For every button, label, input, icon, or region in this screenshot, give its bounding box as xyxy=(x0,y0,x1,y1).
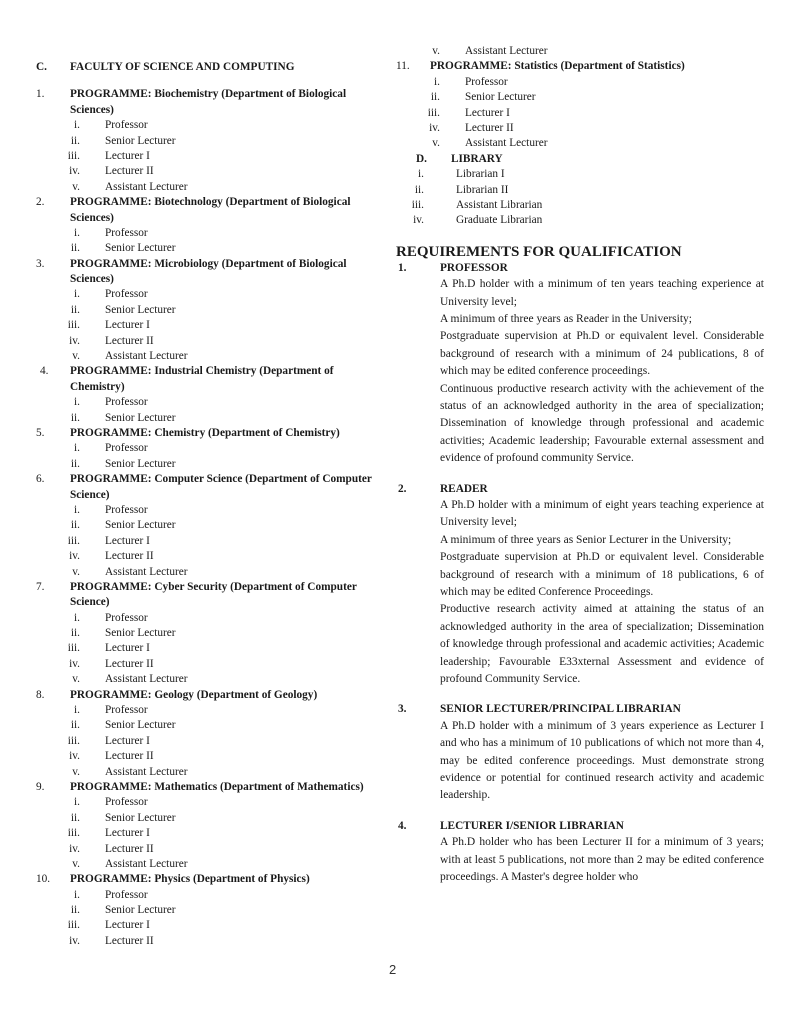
requirement-paragraph: A minimum of three years as Reader in the University; xyxy=(440,312,692,325)
programme-title-continued xyxy=(36,595,386,610)
programme-heading xyxy=(396,59,764,74)
rank-label: Professor xyxy=(105,288,148,301)
rank-item xyxy=(396,90,764,105)
rank-numeral: i. xyxy=(74,796,80,809)
rank-item xyxy=(36,164,386,179)
programme-heading xyxy=(36,195,386,210)
requirement-paragraph: Continuous productive research activity with the achievement of the status of an acknowledged authority in the area of specialization; Dissemination of knowledge through professional and academic activities; Academic leadership; Favourable external assessment and evidence of profound community Service. xyxy=(440,382,764,465)
rank-item xyxy=(36,749,386,764)
rank-label: Professor xyxy=(465,75,508,88)
requirement-paragraph: Postgraduate supervision at Ph.D or equivalent level. Considerable background of research with a minimum of 18 publications, 6 of which may be edited Conference Proceedings. xyxy=(440,551,764,598)
requirements-title: REQUIREMENTS FOR QUALIFICATION xyxy=(396,243,682,260)
rank-numeral: iii. xyxy=(411,198,424,211)
rank-label: Professor xyxy=(105,611,148,624)
rank-item xyxy=(36,826,386,841)
section-c-heading xyxy=(36,60,386,75)
rank-numeral: iv. xyxy=(413,214,424,227)
rank-numeral: i. xyxy=(74,888,80,901)
programme-title-line2: Sciences) xyxy=(70,211,114,224)
rank-label: Professor xyxy=(105,226,148,239)
rank-item xyxy=(36,241,386,256)
programme-number: 7. xyxy=(36,580,45,593)
rank-numeral: v. xyxy=(72,673,80,686)
requirement-heading: SENIOR LECTURER/PRINCIPAL LIBRARIAN xyxy=(440,703,681,716)
programme-number: 6. xyxy=(36,473,45,486)
rank-label: Librarian II xyxy=(456,183,509,196)
requirement-number: 1. xyxy=(398,261,407,274)
rank-numeral: ii. xyxy=(70,411,80,424)
rank-item xyxy=(36,334,386,349)
rank-label: Assistant Lecturer xyxy=(105,180,188,193)
rank-item xyxy=(36,718,386,733)
rank-label: Senior Lecturer xyxy=(105,457,176,470)
programme-heading xyxy=(36,872,386,887)
rank-label: Senior Lecturer xyxy=(105,904,176,917)
requirement-heading: PROFESSOR xyxy=(440,261,508,274)
requirement-item xyxy=(396,261,764,468)
rank-item xyxy=(396,44,764,59)
rank-label: Assistant Lecturer xyxy=(105,857,188,870)
rank-label: Senior Lecturer xyxy=(105,519,176,532)
rank-numeral: ii. xyxy=(70,303,80,316)
rank-numeral: v. xyxy=(432,45,440,57)
rank-item xyxy=(36,903,386,918)
programme-title: PROGRAMME: Physics (Department of Physics) xyxy=(70,873,310,886)
rank-item xyxy=(36,795,386,810)
rank-label: Lecturer II xyxy=(465,121,514,134)
requirement-number: 4. xyxy=(398,819,407,832)
rank-item xyxy=(36,565,386,580)
rank-label: Professor xyxy=(105,796,148,809)
programme-title-line2: Science) xyxy=(70,596,110,609)
requirements-list xyxy=(396,261,764,887)
rank-item xyxy=(36,672,386,687)
requirement-paragraph: A minimum of three years as Senior Lecturer in the University; xyxy=(440,533,732,546)
rank-numeral: iii. xyxy=(67,149,80,162)
rank-numeral: ii. xyxy=(414,183,424,196)
rank-label: Lecturer I xyxy=(105,734,150,747)
rank-numeral: iv. xyxy=(69,334,80,347)
rank-numeral: iii. xyxy=(427,106,440,119)
requirement-paragraph: A Ph.D holder who has been Lecturer II for a minimum of 3 years; with at least 5 publications, not more than 2 may be edited conference proceedings. A Master's degree holder who xyxy=(440,836,764,884)
rank-numeral: i. xyxy=(74,226,80,239)
rank-label: Senior Lecturer xyxy=(105,303,176,316)
rank-numeral: v. xyxy=(72,565,80,578)
programme-title-continued xyxy=(36,272,386,287)
rank-numeral: v. xyxy=(432,137,440,150)
rank-item xyxy=(36,842,386,857)
rank-label: Professor xyxy=(105,888,148,901)
programme-title-line2: Science) xyxy=(70,488,110,501)
rank-numeral: ii. xyxy=(70,719,80,732)
programme-title-continued xyxy=(36,380,386,395)
rank-numeral: iii. xyxy=(67,642,80,655)
rank-label: Senior Lecturer xyxy=(105,134,176,147)
rank-label: Lecturer I xyxy=(105,319,150,332)
programme-title-continued xyxy=(36,488,386,503)
rank-item xyxy=(36,611,386,626)
programme-number: 4. xyxy=(40,365,49,378)
rank-label: Lecturer II xyxy=(105,550,154,563)
rank-label: Assistant Lecturer xyxy=(465,45,548,57)
rank-numeral: i. xyxy=(434,75,440,88)
page-number: 2 xyxy=(389,962,397,977)
rank-label: Senior Lecturer xyxy=(105,719,176,732)
rank-numeral: i. xyxy=(418,168,424,181)
programme-title: PROGRAMME: Statistics (Department of Statistics) xyxy=(430,60,685,73)
programme-heading xyxy=(36,580,386,595)
rank-numeral: i. xyxy=(74,288,80,301)
rank-item xyxy=(396,75,764,90)
library-rank-item xyxy=(396,213,764,228)
requirement-paragraph: A Ph.D holder with a minimum of eight years teaching experience at University level; xyxy=(440,498,764,529)
requirement-item xyxy=(396,702,764,804)
rank-numeral: ii. xyxy=(70,519,80,532)
rank-label: Professor xyxy=(105,503,148,516)
rank-numeral: ii. xyxy=(70,904,80,917)
section-title: FACULTY OF SCIENCE AND COMPUTING xyxy=(70,61,295,73)
programme-title-continued xyxy=(36,211,386,226)
requirement-paragraph: A Ph.D holder with a minimum of 3 years experience as Lecturer I and who has a minimum of 10 publications of which not more than 4, may be edited conference proceedings. Must demonstrate strong evidence or potential for continued research activity and academic leadership. xyxy=(440,719,764,802)
rank-label: Graduate Librarian xyxy=(456,214,543,227)
rank-numeral: i. xyxy=(74,442,80,455)
rank-item xyxy=(36,888,386,903)
programme-list-continued xyxy=(396,44,764,152)
rank-item xyxy=(36,441,386,456)
library-rank-item xyxy=(396,198,764,213)
rank-label: Senior Lecturer xyxy=(465,91,536,104)
rank-numeral: ii. xyxy=(70,811,80,824)
programme-heading xyxy=(36,780,386,795)
programme-number: 3. xyxy=(36,257,45,270)
rank-item xyxy=(36,703,386,718)
rank-item xyxy=(36,226,386,241)
programme-title-line2: Chemistry) xyxy=(70,380,125,393)
rank-numeral: i. xyxy=(74,396,80,409)
programme-title: PROGRAMME: Biochemistry (Department of Biological xyxy=(70,88,347,101)
requirement-paragraph: Postgraduate supervision at Ph.D or equivalent level. Considerable background of research with a minimum of 24 publications, 8 of which may be edited conference proceedings. xyxy=(440,330,764,378)
programme-title: PROGRAMME: Biotechnology (Department of Biological xyxy=(70,196,351,209)
rank-item xyxy=(36,457,386,472)
library-rank-item xyxy=(396,183,764,198)
programme-number: 5. xyxy=(36,426,45,439)
rank-item xyxy=(36,303,386,318)
rank-label: Lecturer I xyxy=(105,642,150,655)
rank-item xyxy=(36,657,386,672)
rank-label: Lecturer I xyxy=(105,149,150,162)
rank-item xyxy=(36,411,386,426)
rank-item xyxy=(36,134,386,149)
rank-numeral: iii. xyxy=(67,734,80,747)
rank-numeral: iii. xyxy=(67,827,80,840)
rank-item xyxy=(36,318,386,333)
rank-item xyxy=(36,395,386,410)
rank-item xyxy=(36,349,386,364)
rank-label: Assistant Lecturer xyxy=(105,350,188,363)
rank-item xyxy=(36,734,386,749)
rank-label: Assistant Lecturer xyxy=(105,673,188,686)
programme-heading xyxy=(36,472,386,487)
rank-numeral: ii. xyxy=(70,627,80,640)
rank-label: Lecturer II xyxy=(105,842,154,855)
rank-label: Senior Lecturer xyxy=(105,242,176,255)
rank-label: Professor xyxy=(105,396,148,409)
rank-numeral: v. xyxy=(72,857,80,870)
rank-item xyxy=(36,857,386,872)
programme-title: PROGRAMME: Computer Science (Department of Computer xyxy=(70,473,372,486)
programme-number: 9. xyxy=(36,780,45,793)
rank-numeral: v. xyxy=(72,350,80,363)
rank-label: Assistant Librarian xyxy=(456,198,543,211)
programme-title-line2: Sciences) xyxy=(70,273,114,286)
programme-title-line2: Sciences) xyxy=(70,103,114,116)
rank-item xyxy=(36,641,386,656)
rank-numeral: i. xyxy=(74,119,80,132)
requirement-heading: LECTURER I/SENIOR LIBRARIAN xyxy=(440,819,624,832)
rank-label: Lecturer II xyxy=(105,657,154,670)
rank-numeral: iii. xyxy=(67,534,80,547)
programme-title: PROGRAMME: Geology (Department of Geology) xyxy=(70,688,318,701)
programme-heading xyxy=(36,257,386,272)
section-title: LIBRARY xyxy=(451,152,503,165)
rank-numeral: ii. xyxy=(70,242,80,255)
left-column xyxy=(36,60,386,949)
programme-list xyxy=(36,87,386,949)
rank-label: Assistant Lecturer xyxy=(105,765,188,778)
rank-item xyxy=(36,811,386,826)
programme-number: 11. xyxy=(396,60,410,73)
rank-item xyxy=(36,534,386,549)
programme-title-continued xyxy=(36,103,386,118)
requirement-item xyxy=(396,482,764,689)
requirement-number: 3. xyxy=(398,703,407,716)
library-rank-list xyxy=(396,167,764,229)
rank-label: Professor xyxy=(105,119,148,132)
rank-item xyxy=(36,518,386,533)
section-letter: C. xyxy=(36,61,47,73)
rank-numeral: iv. xyxy=(429,121,440,134)
requirement-paragraph: A Ph.D holder with a minimum of ten years teaching experience at University level; xyxy=(440,278,764,308)
programme-heading xyxy=(36,364,386,379)
programme-title: PROGRAMME: Microbiology (Department of Biological xyxy=(70,257,347,270)
rank-numeral: i. xyxy=(74,503,80,516)
rank-numeral: iv. xyxy=(69,750,80,763)
rank-numeral: iv. xyxy=(69,657,80,670)
rank-item xyxy=(396,136,764,151)
rank-item xyxy=(36,549,386,564)
rank-label: Lecturer I xyxy=(105,919,150,932)
programme-number: 2. xyxy=(36,196,45,209)
programme-heading xyxy=(36,688,386,703)
rank-label: Librarian I xyxy=(456,168,505,181)
rank-label: Lecturer II xyxy=(105,750,154,763)
requirement-number: 2. xyxy=(398,482,407,495)
rank-label: Senior Lecturer xyxy=(105,811,176,824)
programme-heading xyxy=(36,87,386,102)
section-d-heading xyxy=(396,152,764,167)
rank-numeral: iii. xyxy=(67,319,80,332)
rank-label: Professor xyxy=(105,704,148,717)
requirement-heading: READER xyxy=(440,482,488,495)
rank-label: Lecturer I xyxy=(105,827,150,840)
rank-numeral: ii. xyxy=(70,134,80,147)
rank-label: Assistant Lecturer xyxy=(105,565,188,578)
requirement-paragraph: Productive research activity aimed at attaining the status of an acknowledged authority in the area of specialization; Dissemination of knowledge through professional and academic activities; Academic leadership; Favourable E33xternal Assessment and evidence of profound Community Service. xyxy=(440,603,764,686)
programme-title: PROGRAMME: Cyber Security (Department of Computer xyxy=(70,580,357,593)
rank-numeral: ii. xyxy=(70,457,80,470)
section-letter: D. xyxy=(416,152,427,165)
rank-item xyxy=(36,180,386,195)
programme-heading xyxy=(36,426,386,441)
rank-label: Lecturer II xyxy=(105,334,154,347)
rank-numeral: ii. xyxy=(430,91,440,104)
library-rank-item xyxy=(396,167,764,182)
rank-numeral: iii. xyxy=(67,919,80,932)
rank-item xyxy=(396,121,764,136)
rank-item xyxy=(36,626,386,641)
rank-label: Lecturer II xyxy=(105,934,154,947)
rank-label: Senior Lecturer xyxy=(105,627,176,640)
rank-label: Senior Lecturer xyxy=(105,411,176,424)
rank-numeral: v. xyxy=(72,180,80,193)
rank-item xyxy=(36,503,386,518)
right-column xyxy=(396,44,764,887)
programme-number: 8. xyxy=(36,688,45,701)
rank-item xyxy=(36,118,386,133)
programme-title: PROGRAMME: Industrial Chemistry (Department of xyxy=(70,365,334,378)
rank-numeral: i. xyxy=(74,704,80,717)
rank-item xyxy=(36,934,386,949)
programme-title: PROGRAMME: Mathematics (Department of Mathematics) xyxy=(70,780,364,793)
rank-numeral: iv. xyxy=(69,934,80,947)
rank-label: Lecturer I xyxy=(105,534,150,547)
rank-item xyxy=(36,149,386,164)
programme-number: 1. xyxy=(36,88,45,101)
rank-label: Lecturer I xyxy=(465,106,510,119)
rank-item xyxy=(36,918,386,933)
rank-item xyxy=(396,106,764,121)
programme-number: 10. xyxy=(36,873,51,886)
rank-label: Assistant Lecturer xyxy=(465,137,548,150)
rank-label: Lecturer II xyxy=(105,165,154,178)
programme-title: PROGRAMME: Chemistry (Department of Chemistry) xyxy=(70,426,340,439)
rank-numeral: iv. xyxy=(69,550,80,563)
rank-numeral: i. xyxy=(74,611,80,624)
rank-numeral: iv. xyxy=(69,842,80,855)
requirement-item xyxy=(396,819,764,887)
rank-numeral: v. xyxy=(72,765,80,778)
rank-numeral: iv. xyxy=(69,165,80,178)
rank-label: Professor xyxy=(105,442,148,455)
rank-item xyxy=(36,287,386,302)
rank-item xyxy=(36,765,386,780)
